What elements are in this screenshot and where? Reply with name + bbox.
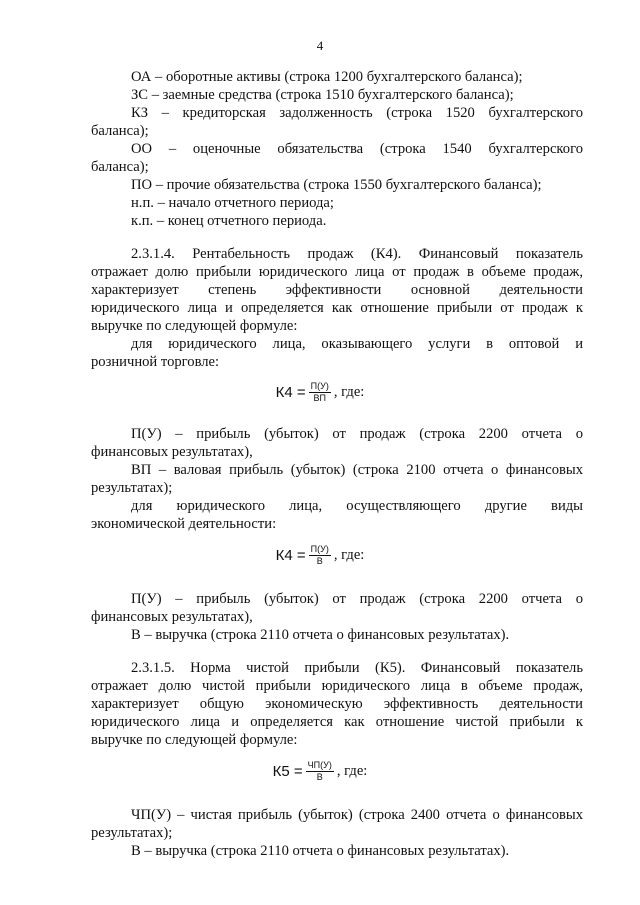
definition-line: ЧП(У) – чистая прибыль (убыток) (строка 2400 отчета о финансовых [131, 807, 583, 823]
definition-line: ВП – валовая прибыль (убыток) (строка 2100 отчета о финансовых [131, 462, 583, 478]
text-line: ОО – оценочные обязательства (строка 1540 бухгалтерского [131, 141, 583, 157]
formula-k4-other [0, 544, 640, 567]
formula-tail: , где: [333, 547, 365, 563]
definition-line: П(У) – прибыль (убыток) от продаж (строка 2200 отчета о [131, 426, 583, 442]
definition-line: В – выручка (строка 2110 отчета о финансовых результатах). [131, 843, 510, 859]
text-line: к.п. – конец отчетного периода. [131, 213, 327, 229]
definition-line: результатах); [91, 825, 173, 841]
paragraph-line: юридического лица и определяется как отношение прибыли от продаж к [91, 300, 583, 316]
paragraph-line: 2.3.1.4. Рентабельность продаж (К4). Финансовый показатель [131, 246, 583, 262]
formula-lhs: К5 = [272, 763, 303, 780]
definition-line: финансовых результатах), [91, 609, 253, 625]
page-number: 4 [316, 38, 324, 53]
paragraph-line: розничной торговле: [91, 354, 220, 370]
formula-fraction [306, 760, 334, 783]
text-line: ОА – оборотные активы (строка 1200 бухгалтерского баланса); [131, 69, 523, 85]
text-line: ЗС – заемные средства (строка 1510 бухгалтерского баланса); [131, 87, 514, 103]
formula-tail: , где: [333, 384, 365, 400]
text-line: ПО – прочие обязательства (строка 1550 бухгалтерского баланса); [131, 177, 542, 193]
formula-denominator: ВП [313, 393, 326, 403]
text-line: КЗ – кредиторская задолженность (строка 1520 бухгалтерского [131, 105, 583, 121]
formula-fraction [309, 544, 331, 567]
formula-numerator: ЧП(У) [307, 760, 332, 770]
paragraph-line: для юридического лица, осуществляющего другие виды [131, 498, 583, 514]
paragraph-line: отражает долю чистой прибыли юридического лица в объеме продаж, [91, 678, 583, 694]
text-line: баланса); [91, 159, 149, 175]
paragraph-line: для юридического лица, оказывающего услуги в оптовой и [131, 336, 583, 352]
formula-denominator: В [316, 556, 323, 566]
paragraph-line: выручке по следующей формуле: [91, 732, 298, 748]
text-line: н.п. – начало отчетного периода; [131, 195, 334, 211]
formula-lhs: К4 = [275, 547, 306, 564]
formula-lhs: К4 = [275, 384, 306, 401]
paragraph-line: 2.3.1.5. Норма чистой прибыли (К5). Финансовый показатель [131, 660, 583, 676]
paragraph-line: экономической деятельности: [91, 516, 277, 532]
paragraph-line: отражает долю прибыли юридического лица от продаж в объеме продаж, [91, 264, 583, 280]
formula-denominator: В [316, 772, 323, 782]
paragraph-line: юридического лица и определяется как отношение чистой прибыли к [91, 714, 583, 730]
formula-numerator: П(У) [310, 381, 329, 391]
formula-fraction [309, 381, 331, 404]
definition-line: П(У) – прибыль (убыток) от продаж (строка 2200 отчета о [131, 591, 583, 607]
formula-k4-wholesale [0, 381, 640, 404]
paragraph-line: характеризует степень эффективности основной деятельности [91, 282, 583, 298]
definition-line: В – выручка (строка 2110 отчета о финансовых результатах). [131, 627, 510, 643]
definition-line: результатах); [91, 480, 173, 496]
formula-tail: , где: [336, 763, 368, 779]
paragraph-line: характеризует общую экономическую эффективность деятельности [91, 696, 583, 712]
formula-k5 [0, 760, 640, 783]
text-line: баланса); [91, 123, 149, 139]
definition-line: финансовых результатах), [91, 444, 253, 460]
formula-numerator: П(У) [310, 544, 329, 554]
paragraph-line: выручке по следующей формуле: [91, 318, 298, 334]
